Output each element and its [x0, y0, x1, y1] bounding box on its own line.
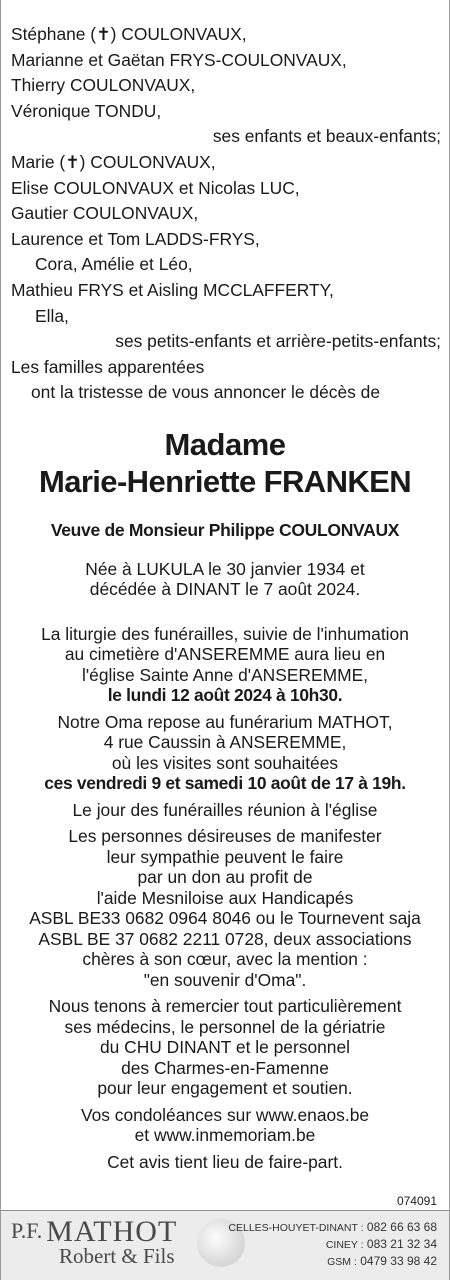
funeral-date: le lundi 12 août 2024 à 10h30.: [107, 685, 343, 706]
children-caption: ses enfants et beaux-enfants;: [212, 126, 441, 147]
rest-line: où les visites sont souhaitées: [111, 752, 339, 773]
family-member: Marie (✝) COULONVAUX,: [11, 151, 216, 172]
funeral-home-footer: [1, 1210, 449, 1280]
logo-pf: P.F.: [11, 1218, 43, 1243]
rest-line: Notre Oma repose au funérarium MATHOT,: [57, 711, 393, 732]
announcement-line: ont la tristesse de vous annoncer le décès de: [31, 382, 380, 403]
birth-death-line: décédée à DINANT le 7 août 2024.: [89, 579, 361, 600]
thanks-line: du CHU DINANT et le personnel: [99, 1037, 351, 1058]
family-member: Ella,: [35, 305, 69, 326]
family-list: [1, 0, 449, 406]
contact-phone: 082 66 63 68: [366, 1220, 437, 1234]
donation-line: l'aide Mesniloise aux Handicapés: [96, 887, 354, 908]
funeral-line: La liturgie des funérailles, suivie de l'inhumation: [41, 623, 409, 644]
family-member: Véronique TONDU,: [11, 100, 162, 121]
condolences-line: et www.inmemoriam.be: [134, 1125, 316, 1146]
notice-body: [1, 559, 449, 1173]
thanks-line: pour leur engagement et soutien.: [97, 1078, 353, 1099]
visit-dates: ces vendredi 9 et samedi 10 août de 17 à 19h.: [44, 773, 406, 794]
contact-list: [228, 1219, 437, 1270]
funeral-line: l'église Sainte Anne d'ANSEREMME,: [82, 664, 368, 685]
grandchildren-caption: ses petits-enfants et arrière-petits-enfants;: [115, 331, 441, 352]
family-member: Thierry COULONVAUX,: [11, 75, 196, 96]
donation-line: par un don au profit de: [137, 867, 313, 888]
deceased-title: Madame: [164, 426, 286, 462]
rest-line: 4 rue Caussin à ANSEREMME,: [103, 732, 347, 753]
donation-line: chères à son cœur, avec la mention :: [82, 949, 368, 970]
contact-phone: 083 21 32 34: [366, 1237, 437, 1251]
birth-death-line: Née à LUKULA le 30 janvier 1934 et: [85, 558, 365, 579]
thanks-line: des Charmes-en-Famenne: [121, 1057, 329, 1078]
contact-row: [228, 1253, 437, 1270]
contact-label: CINEY :: [325, 1239, 364, 1251]
donation-line: "en souvenir d'Oma".: [143, 969, 307, 990]
reunion-line: Le jour des funérailles réunion à l'église: [72, 799, 378, 820]
logo-subtitle: Robert & Fils: [59, 1244, 175, 1268]
family-member: Cora, Amélie et Léo,: [35, 254, 193, 275]
donation-line: leur sympathie peuvent le faire: [106, 846, 344, 867]
deceased-name: Marie-Henriette FRANKEN: [38, 463, 412, 499]
relatives-line: Les familles apparentées: [11, 356, 205, 377]
funeral-line: au cimetière d'ANSEREMME aura lieu en: [64, 644, 386, 665]
thanks-line: ses médecins, le personnel de la gériatrie: [64, 1016, 386, 1037]
funeral-home-logo: [11, 1215, 177, 1269]
condolences-line: Vos condoléances sur www.enaos.be: [80, 1104, 370, 1125]
contact-row: [228, 1219, 437, 1236]
contact-phone: 0479 33 98 42: [360, 1254, 437, 1268]
donation-line: ASBL BE33 0682 0964 8046 ou le Tournevent saja: [29, 908, 421, 929]
logo-company: MATHOT: [46, 1215, 178, 1248]
family-member: Gautier COULONVAUX,: [11, 203, 199, 224]
family-member: Laurence et Tom LADDS-FRYS,: [11, 228, 260, 249]
contact-label: CELLES-HOUYET-DINANT :: [228, 1222, 364, 1234]
family-member: Mathieu FRYS et Aisling MCCLAFFERTY,: [11, 279, 334, 300]
donation-line: ASBL BE 37 0682 2211 0728, deux associations: [38, 928, 412, 949]
deceased-name-block: [1, 426, 449, 500]
closing-line: Cet avis tient lieu de faire-part.: [107, 1151, 343, 1172]
thanks-line: Nous tenons à remercier tout particulièrement: [48, 996, 402, 1017]
contact-row: [228, 1236, 437, 1253]
family-member: Stéphane (✝) COULONVAUX,: [11, 24, 247, 44]
family-member: Marianne et Gaëtan FRYS-COULONVAUX,: [11, 49, 347, 70]
widow-line: Veuve de Monsieur Philippe COULONVAUX: [50, 519, 400, 540]
family-member: Elise COULONVAUX et Nicolas LUC,: [11, 177, 300, 198]
contact-label: GSM :: [327, 1256, 357, 1268]
donation-line: Les personnes désireuses de manifester: [68, 826, 382, 847]
reference-number: 074091: [396, 1194, 437, 1208]
